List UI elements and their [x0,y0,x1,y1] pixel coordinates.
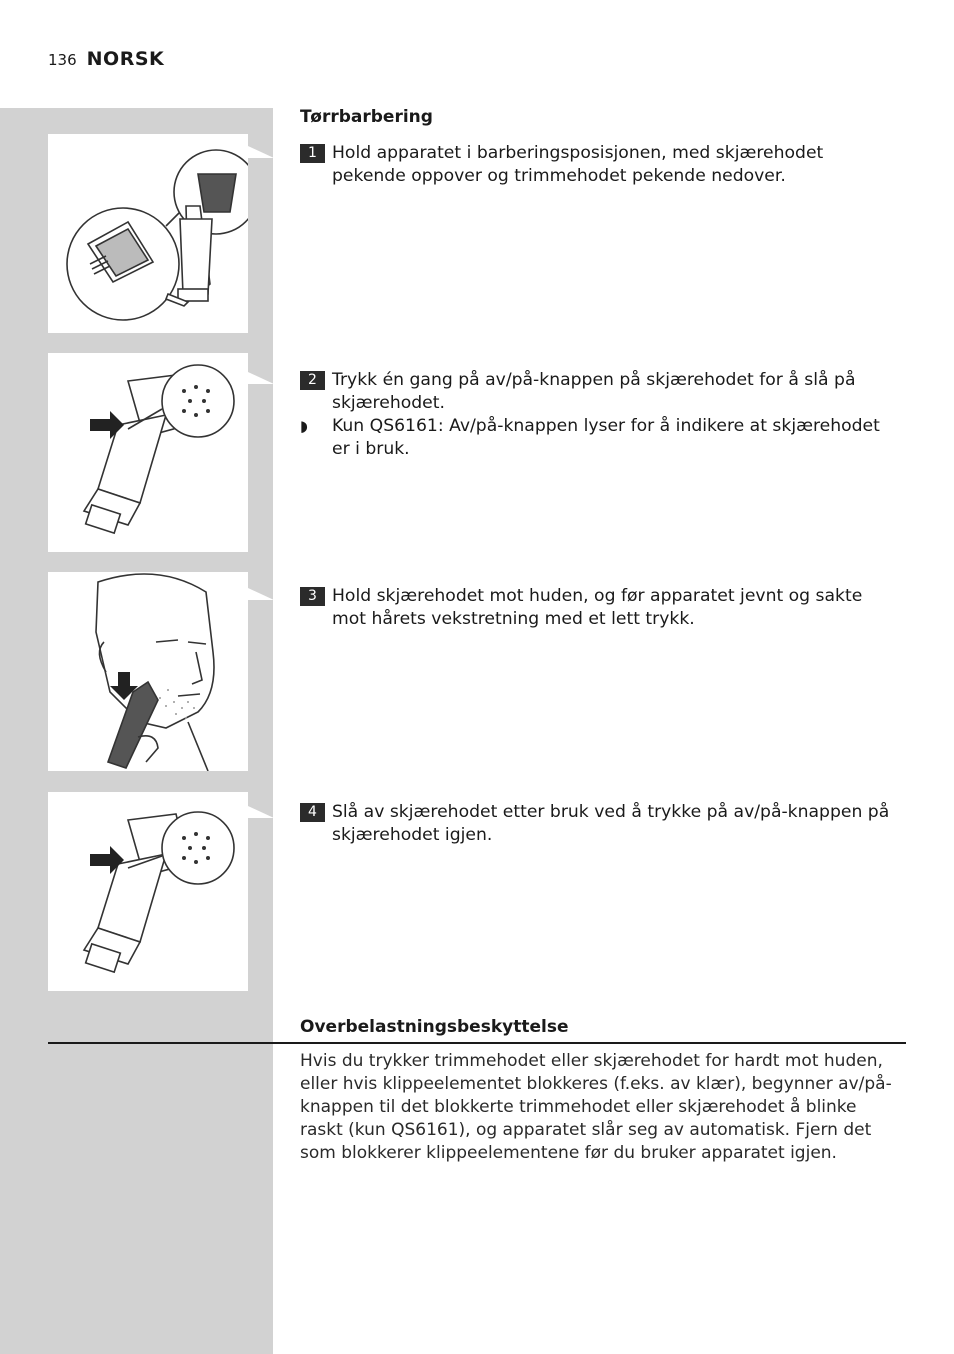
step-text: Trykk én gang på av/på-knappen på skjærehodet for å slå på skjærehodet. [332,370,856,413]
page-number: 136 [48,51,77,69]
figure-pointer [248,582,274,608]
note-text: Kun QS6161: Av/på-knappen lyser for å indikere at skjærehodet er i bruk. [332,416,880,459]
step-number-badge: 2 [300,371,325,390]
note-bullet [300,415,892,461]
press-button-off-illustration [48,792,248,991]
shaver-orientation-illustration [48,134,248,333]
figure-shaving-face [48,572,248,771]
step-number-badge: 4 [300,803,325,822]
step-4 [300,801,892,847]
step-2 [300,369,892,415]
step-3 [300,585,892,631]
figure-pointer [248,140,274,166]
figure-device-orientation [48,134,248,333]
press-button-illustration [48,353,248,552]
page-language: NORSK [86,48,165,70]
face-shaving-illustration [48,572,248,771]
section-title-overload-protection: Overbelastningsbeskyttelse [300,1017,569,1037]
step-1 [300,142,892,188]
figure-pointer [248,366,274,392]
step-text: Hold skjærehodet mot huden, og før apparatet jevnt og sakte mot hårets vekstretning med et lett trykk. [332,586,863,629]
step-number-badge: 3 [300,587,325,606]
figure-pointer [248,800,274,826]
section-divider [48,1042,906,1044]
figure-press-button-off [48,792,248,991]
step-text: Hold apparatet i barberingsposisjonen, med skjærehodet pekende oppover og trimmehodet pekende nedover. [332,143,824,186]
section-title-dry-shaving: Tørrbarbering [300,107,433,127]
overload-paragraph: Hvis du trykker trimmehodet eller skjærehodet for hardt mot huden, eller hvis klippeelementet blokkeres (f.eks. av klær), begynner av/på-knappen til det blokkerte trimmehodet eller skjærehodet å blinke raskt (kun QS6161), og apparatet slår seg av automatisk. Fjern det som blokkerer klippeelementene før du bruker apparatet igjen. [300,1051,892,1163]
bullet-marker: ◗ [300,417,308,435]
step-number-badge: 1 [300,144,325,163]
step-text: Slå av skjærehodet etter bruk ved å trykke på av/på-knappen på skjærehodet igjen. [332,802,890,845]
page-header [48,48,164,76]
figure-press-button [48,353,248,552]
